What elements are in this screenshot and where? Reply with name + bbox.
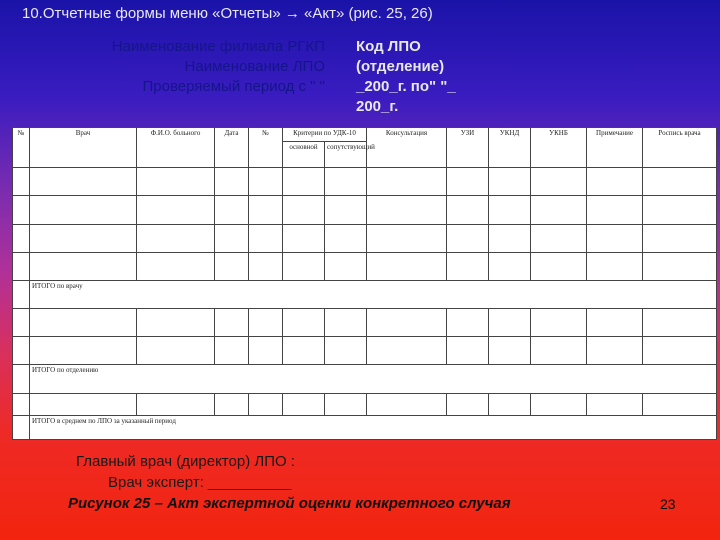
- slide-title: 10.Отчетные формы меню «Отчеты» → «Акт» (рис. 25, 26): [22, 5, 433, 22]
- branch-name-label: Наименование филиала РГКП: [111, 38, 325, 55]
- col-number-2: №: [249, 128, 283, 168]
- lpo-code-label: Код ЛПО: [356, 38, 421, 55]
- period-from-label: _200_г. по" "_: [356, 78, 456, 95]
- header-left: [60, 37, 325, 97]
- department-label: (отделение): [356, 58, 445, 75]
- col-patient: Ф.И.О. больного: [137, 128, 215, 168]
- table-row: [13, 365, 717, 393]
- total-average-lpo: ИТОГО в среднем по ЛПО за указанный период: [30, 415, 717, 439]
- table-row: [13, 415, 717, 439]
- col-date: Дата: [215, 128, 249, 168]
- col-consultation: Консультация: [367, 128, 447, 168]
- col-uknd: УКНД: [489, 128, 531, 168]
- subcol-main: основной: [283, 142, 325, 168]
- total-by-department: ИТОГО по отделению: [30, 365, 717, 393]
- chief-doctor-label: Главный врач (директор) ЛПО :: [76, 453, 295, 470]
- lpo-name-label: Наименование ЛПО: [184, 58, 325, 75]
- col-uknb: УКНБ: [531, 128, 587, 168]
- total-by-doctor: ИТОГО по врачу: [30, 280, 717, 308]
- col-note: Примечание: [587, 128, 643, 168]
- act-form-table: [12, 127, 716, 440]
- table-row: [13, 280, 717, 308]
- header-right: [356, 37, 456, 117]
- col-criteria: Критерии по УДК-10: [283, 128, 367, 142]
- subcol-concomitant: сопутствующий: [325, 142, 367, 168]
- expert-doctor-label: Врач эксперт: __________: [108, 474, 292, 491]
- figure-caption: Рисунок 25 – Акт экспертной оценки конкретного случая: [68, 495, 511, 512]
- period-to-label: 200_г.: [356, 98, 399, 115]
- col-signature: Роспись врача: [643, 128, 717, 168]
- col-number: №: [13, 128, 30, 168]
- col-doctor: Врач: [30, 128, 137, 168]
- period-label: Проверяемый период с " ": [142, 78, 325, 95]
- page-number: 23: [660, 496, 676, 512]
- col-uzi: УЗИ: [447, 128, 489, 168]
